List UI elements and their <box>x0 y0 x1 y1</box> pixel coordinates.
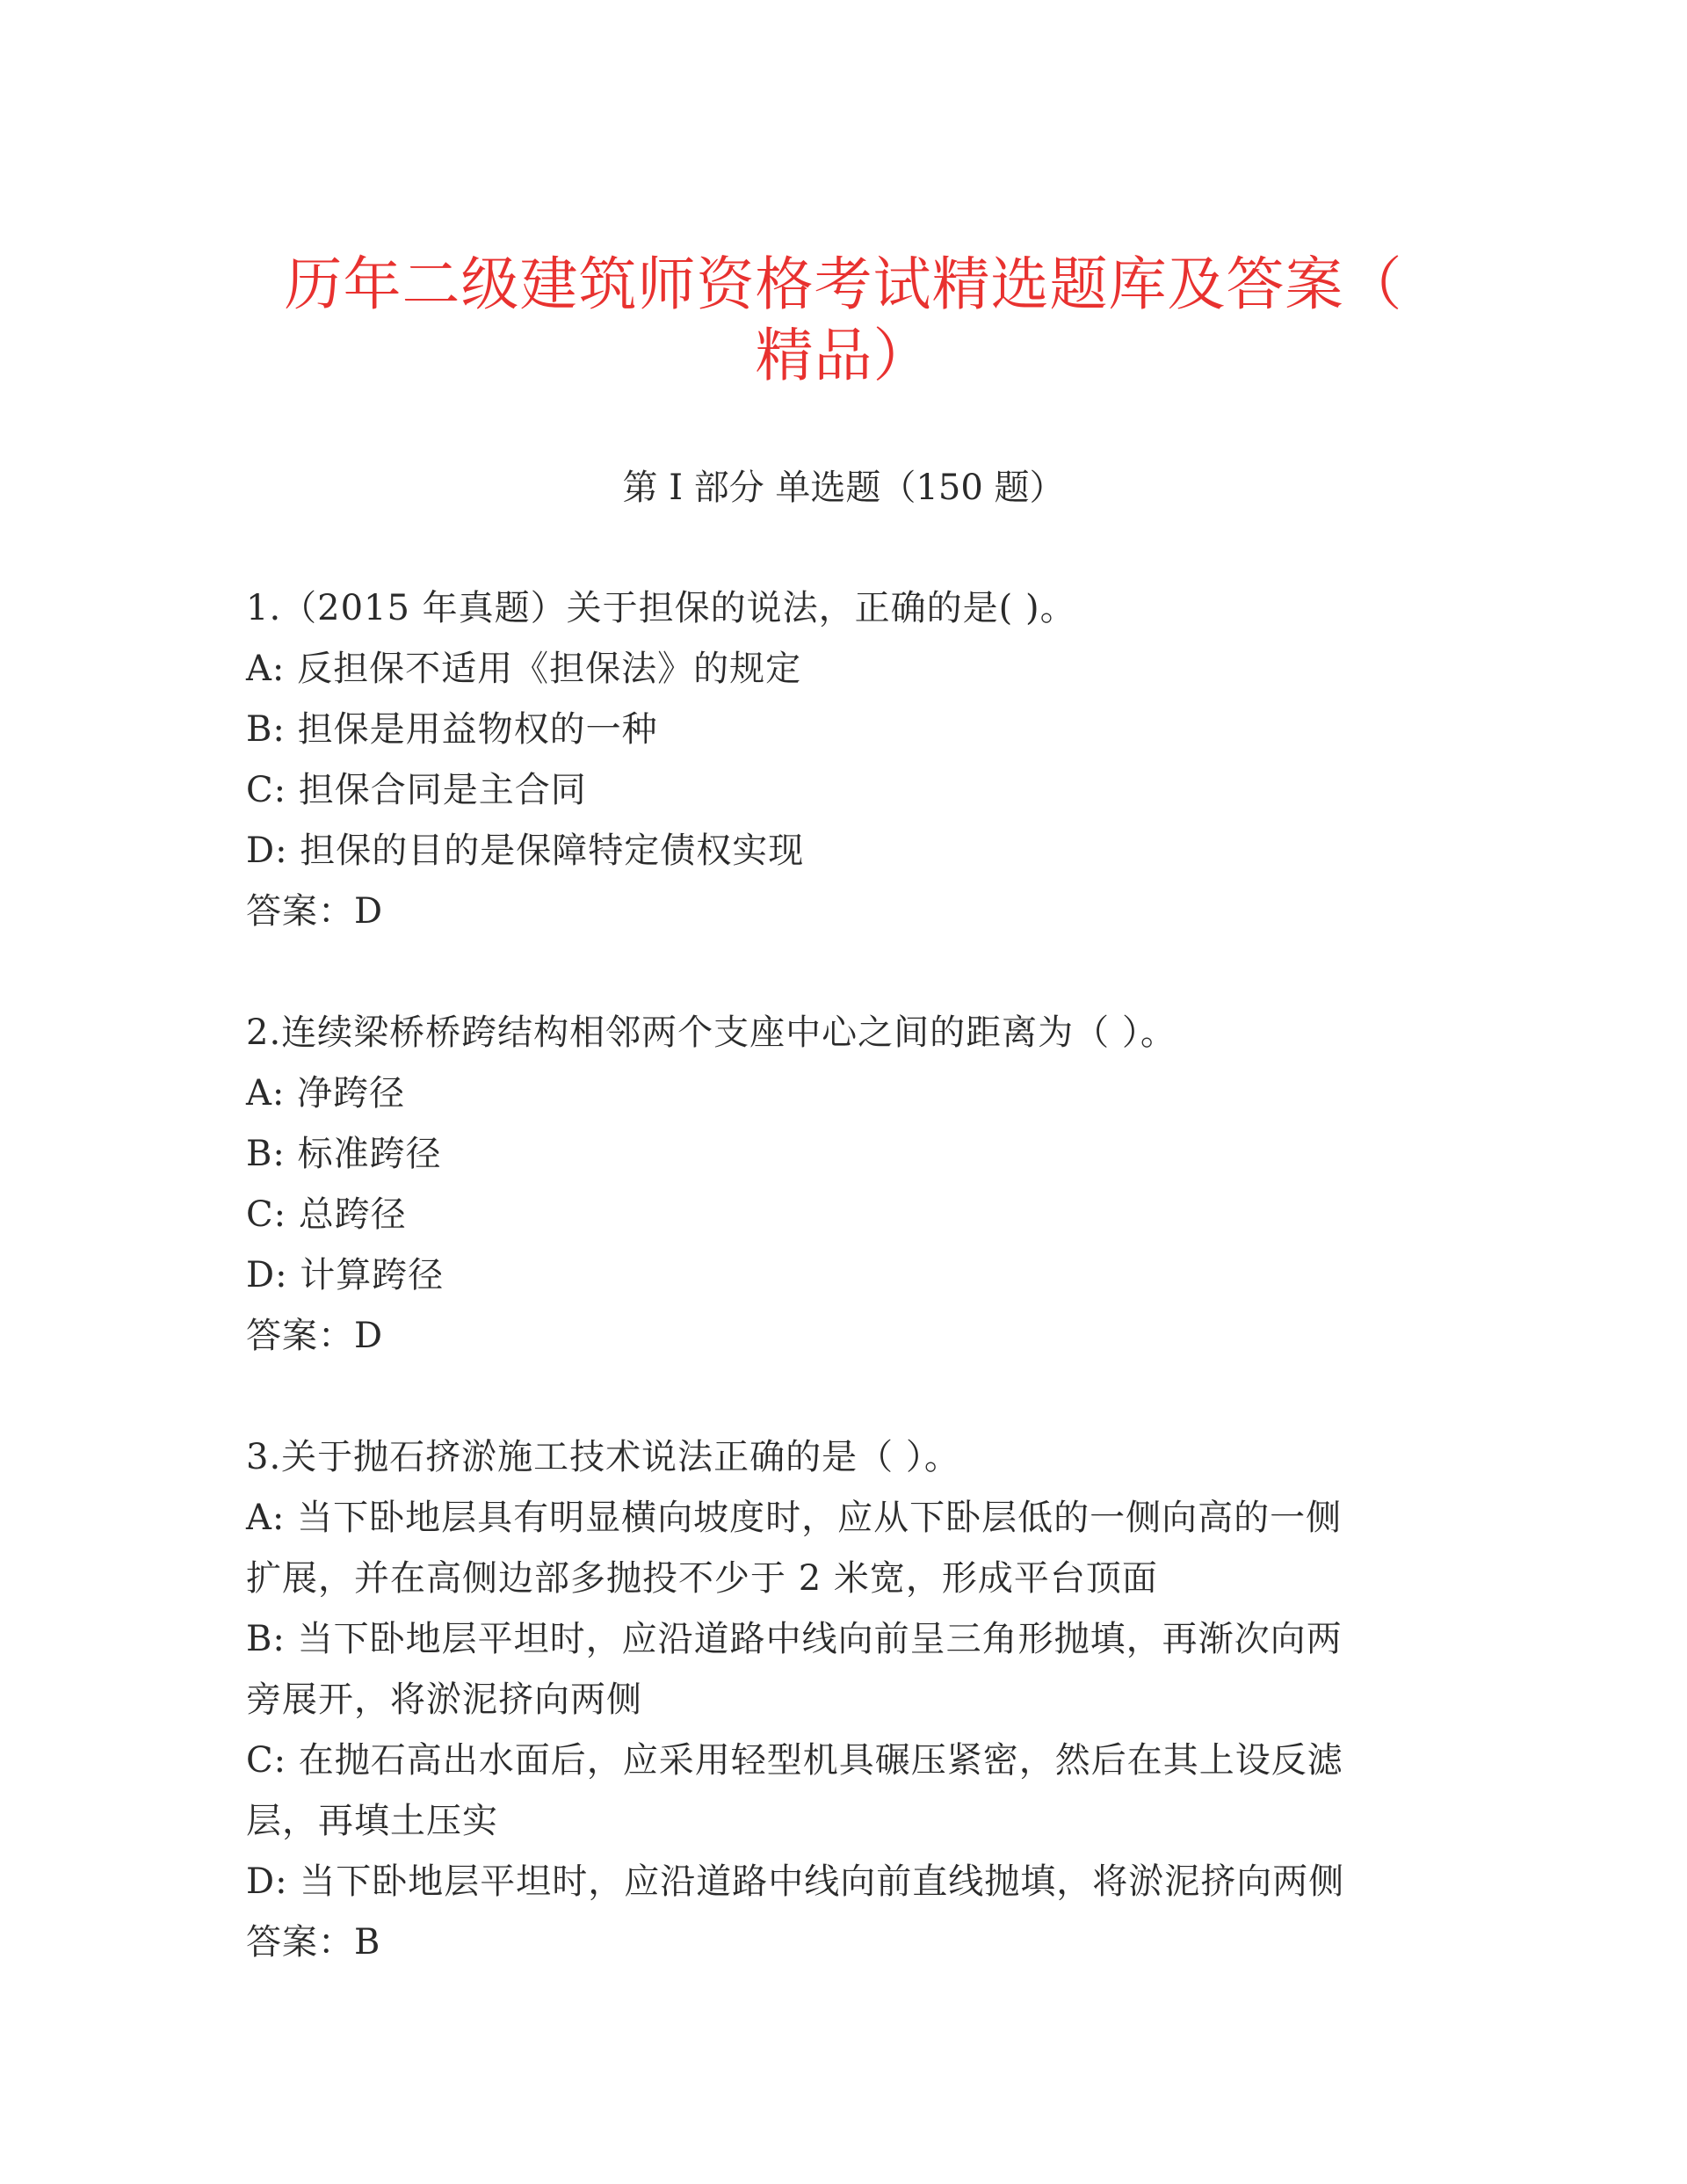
question-3-answer: 答案：B <box>246 1922 381 1963</box>
question-3-option-b: B: 当下卧地层平坦时，应沿道路中线向前呈三角形抛填，再渐次向两 <box>246 1619 1343 1659</box>
question-1-option-a: A: 反担保不适用《担保法》的规定 <box>246 649 802 689</box>
question-3-option-c: C: 在抛石高出水面后，应采用轻型机具碾压紧密，然后在其上设反滤 <box>246 1740 1343 1781</box>
question-3-stem: 3.关于抛石挤淤施工技术说法正确的是（ ）。 <box>246 1437 960 1477</box>
question-1-option-c: C: 担保合同是主合同 <box>246 770 587 810</box>
question-3-option-a-cont: 扩展，并在高侧边部多抛投不少于 2 米宽，形成平台顶面 <box>246 1558 1158 1599</box>
question-2-option-d: D: 计算跨径 <box>246 1255 445 1295</box>
question-3-option-c-cont: 层，再填土压实 <box>246 1801 498 1841</box>
document-title-line-2: 精品） <box>755 322 932 389</box>
question-2-option-b: B: 标准跨径 <box>246 1134 442 1174</box>
document-title-line-1: 历年二级建筑师资格考试精选题库及答案（ <box>284 250 1403 318</box>
question-3-option-d: D: 当下卧地层平坦时，应沿道路中线向前直线抛填，将淤泥挤向两侧 <box>246 1861 1345 1902</box>
section-heading: 第 I 部分 单选题（150 题） <box>622 468 1065 508</box>
question-2-option-a: A: 净跨径 <box>246 1073 406 1114</box>
question-1-option-b: B: 担保是用益物权的一种 <box>246 709 658 750</box>
question-1-option-d: D: 担保的目的是保障特定债权实现 <box>246 831 805 871</box>
question-2-stem: 2.连续梁桥桥跨结构相邻两个支座中心之间的距离为（ ）。 <box>246 1012 1177 1053</box>
question-1-stem: 1.（2015 年真题）关于担保的说法，正确的是( )。 <box>246 588 1076 628</box>
question-3-option-b-cont: 旁展开，将淤泥挤向两侧 <box>246 1680 642 1720</box>
question-1-answer: 答案：D <box>246 891 384 932</box>
question-3-option-a: A: 当下卧地层具有明显横向坡度时，应从下卧层低的一侧向高的一侧 <box>246 1498 1343 1538</box>
question-2-option-c: C: 总跨径 <box>246 1194 407 1235</box>
question-2-answer: 答案：D <box>246 1316 384 1356</box>
